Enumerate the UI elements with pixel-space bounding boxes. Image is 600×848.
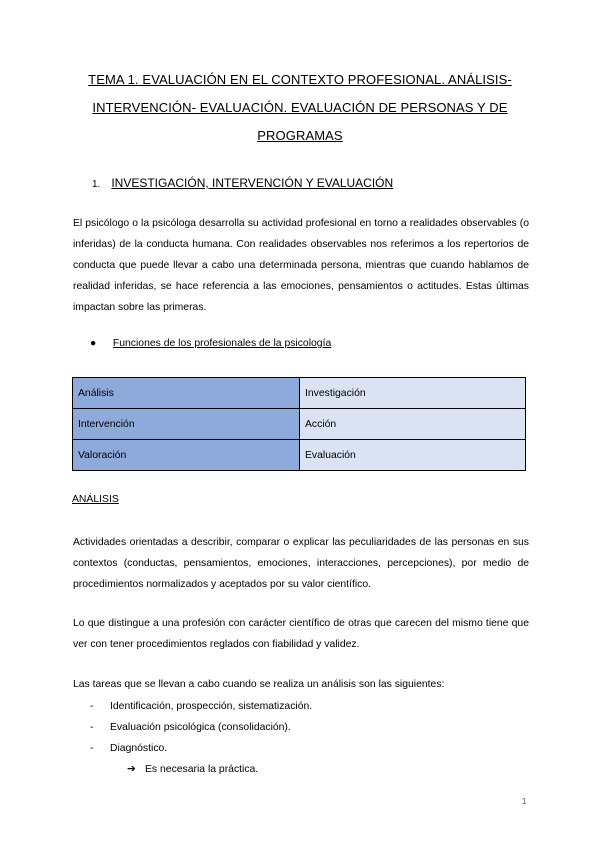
bullet-icon: ● <box>90 338 97 349</box>
arrow-note <box>127 759 258 780</box>
page-number: 1 <box>522 797 527 806</box>
dash-icon: - <box>90 701 94 712</box>
dash-icon: - <box>90 743 94 754</box>
table-cell-value: Acción <box>300 409 526 440</box>
intro-paragraph: El psicólogo o la psicóloga desarrolla su actividad profesional en torno a realidades observables (o inferidas) de la conducta humana. Con realidades observables nos referimos a los repertorios de conducta que puede llevar a cabo una determinada persona, mientras que cuando hablamos de realidad inferidas, se hace referencia a las emociones, pensamientos o actitudes. Estas últimas impactan sobre las primeras. <box>73 218 529 313</box>
table-cell-key: Intervención <box>73 409 300 440</box>
analysis-paragraph: Lo que distingue a una profesión con carácter científico de otras que carecen del mismo tiene que ver con tener procedimientos reglados con fiabilidad y validez. <box>73 618 529 650</box>
list-item-label: Identificación, prospección, sistematización. <box>110 701 313 712</box>
tasks-intro: Las tareas que se llevan a cabo cuando se realiza un análisis son las siguientes: <box>73 679 445 690</box>
list-item-label: Evaluación psicológica (consolidación). <box>110 722 291 733</box>
functions-table <box>72 377 526 471</box>
dash-icon: - <box>90 722 94 733</box>
functions-heading <box>90 338 331 349</box>
arrow-note-label: Es necesaria la práctica. <box>145 764 259 775</box>
table-cell-value: Evaluación <box>300 440 526 471</box>
list-item <box>90 696 312 717</box>
table-cell-key: Valoración <box>73 440 300 471</box>
tasks-list <box>90 696 312 759</box>
section-heading <box>92 176 393 190</box>
list-item <box>90 717 312 738</box>
analysis-paragraph: Actividades orientadas a describir, comparar o explicar las peculiaridades de las personas en sus contextos (conductas, pensamientos, emociones, interacciones, percepciones), por medio de procedimientos normalizados y aceptados por su valor científico. <box>73 537 529 590</box>
section-label: INVESTIGACIÓN, INTERVENCIÓN Y EVALUACIÓN <box>111 176 394 190</box>
document-title: TEMA 1. EVALUACIÓN EN EL CONTEXTO PROFESIONAL. ANÁLISIS- INTERVENCIÓN- EVALUACIÓN. EVALUACIÓN DE PERSONAS Y DE PROGRAMAS <box>88 72 512 143</box>
table-row <box>73 378 526 409</box>
analysis-heading: ANÁLISIS <box>72 494 119 505</box>
table-row <box>73 440 526 471</box>
arrow-right-icon: ➔ <box>127 764 136 775</box>
functions-heading-label: Funciones de los profesionales de la psicología <box>112 338 332 349</box>
table-row <box>73 409 526 440</box>
list-item <box>90 738 312 759</box>
section-number: 1. <box>92 179 101 190</box>
table-cell-key: Análisis <box>73 378 300 409</box>
table-cell-value: Investigación <box>300 378 526 409</box>
list-item-label: Diagnóstico. <box>110 743 168 754</box>
